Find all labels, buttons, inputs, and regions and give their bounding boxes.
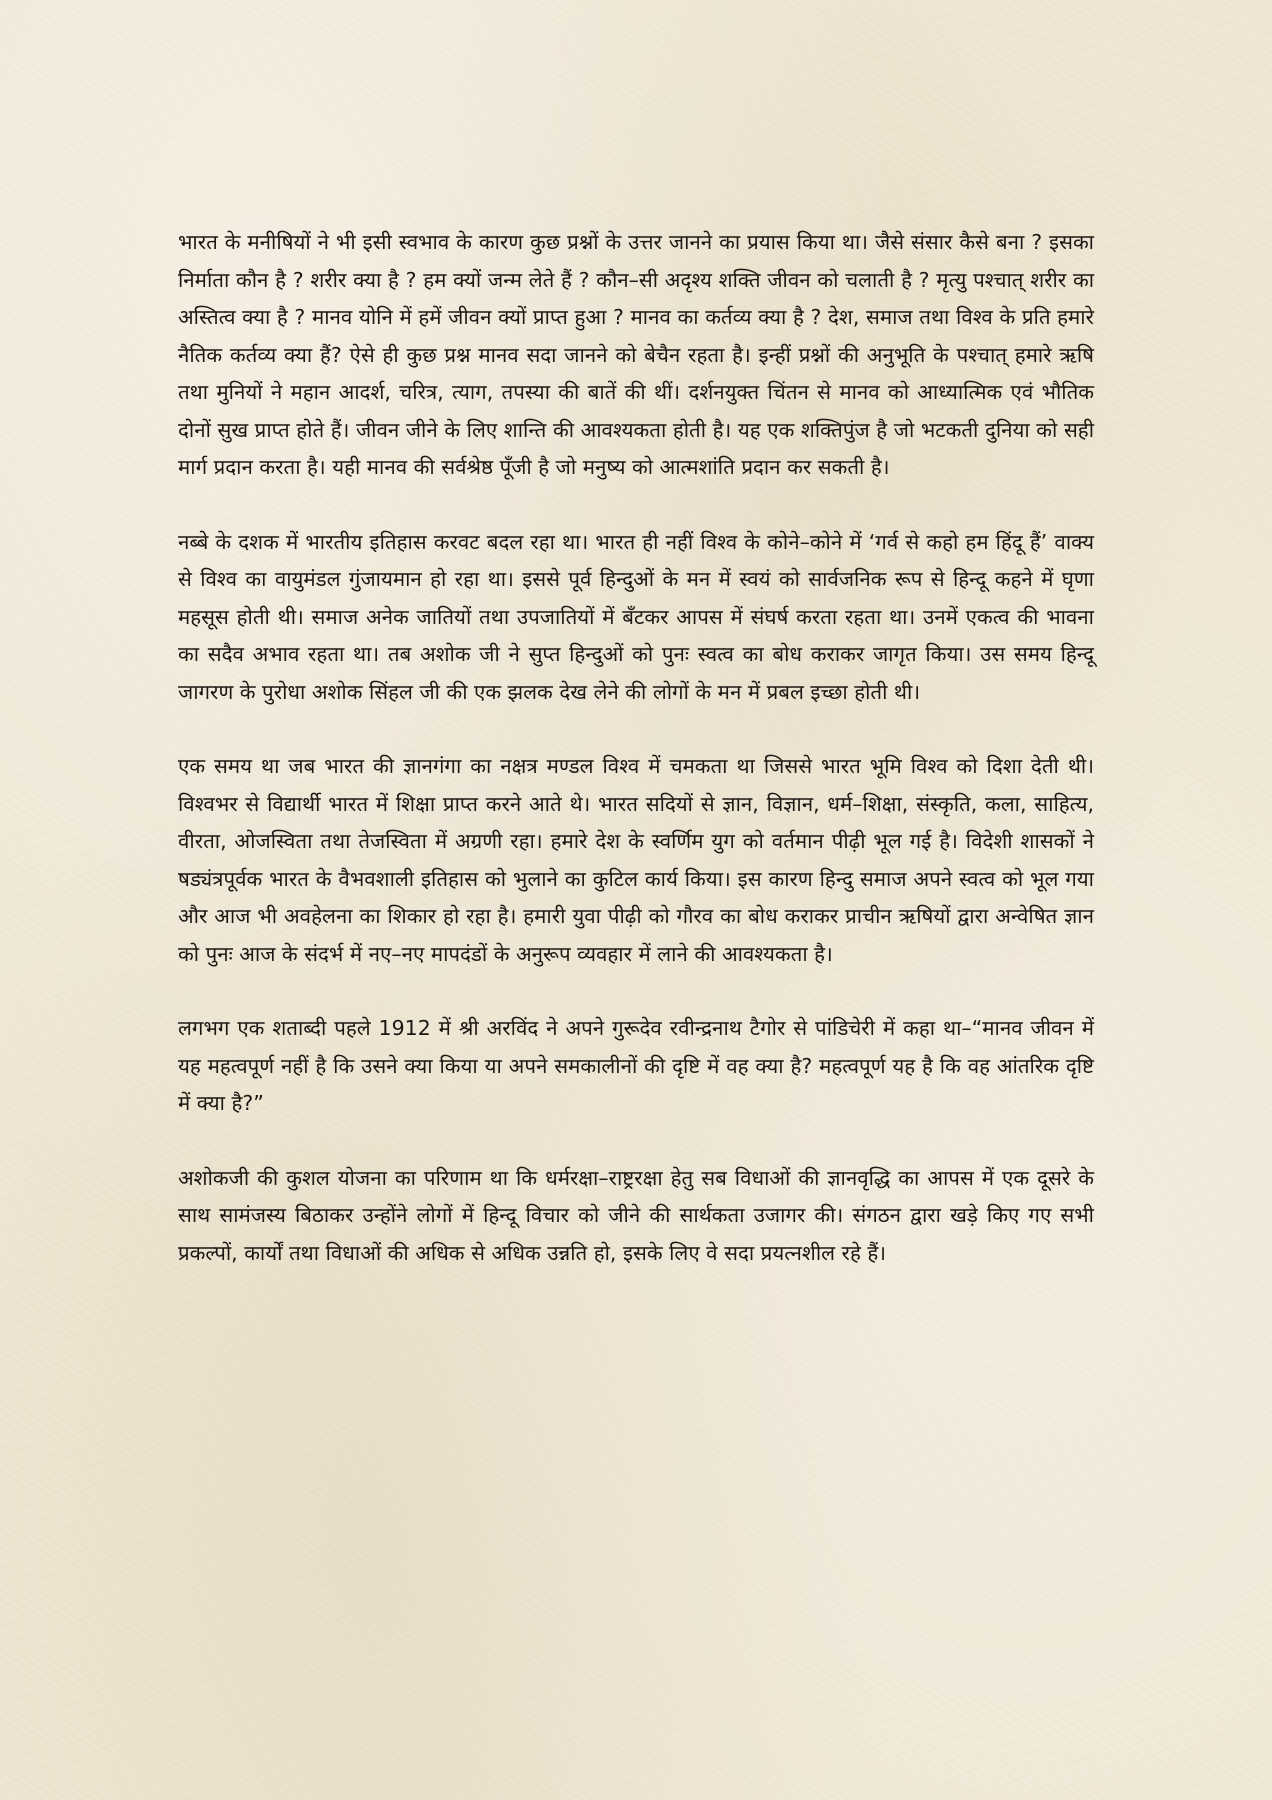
paragraph-sages-questions: भारत के मनीषियों ने भी इसी स्वभाव के कारण कुछ प्रश्नों के उत्तर जानने का प्रयास किया था। जैसे संसार कैसे बना ? इसका निर्माता कौन है ? शरीर क्या है ? हम क्यों जन्म लेते हैं ? कौन–सी अदृश्य शक्ति जीवन को चलाती है ? मृत्यु पश्चात् शरीर का अस्तित्व क्या है ? मानव योनि में हमें जीवन क्यों प्राप्त हुआ ? मानव का कर्तव्य क्या है ? देश, समाज तथा विश्व के प्रति हमारे नैतिक कर्तव्य क्या हैं? ऐसे ही कुछ प्रश्न मानव सदा जानने को बेचैन रहता है। इन्हीं प्रश्नों की अनुभूति के पश्चात् हमारे ऋषि तथा मुनियों ने महान आदर्श, चरित्र, त्याग, तपस्या की बातें की थीं। दर्शनयुक्त चिंतन से मानव को आध्यात्मिक एवं भौतिक दोनों सुख प्राप्त होते हैं। जीवन जीने के लिए शान्ति की आवश्यकता होती है। यह एक शक्तिपुंज है जो भटकती दुनिया को सही मार्ग प्रदान करता है। यही मानव की सर्वश्रेष्ठ पूँजी है जो मनुष्य को आत्मशांति प्रदान कर सकती है। [178,230,1094,479]
paragraph-nineties-awakening: नब्बे के दशक में भारतीय इतिहास करवट बदल रहा था। भारत ही नहीं विश्व के कोने–कोने में ‘गर्व से कहो हम हिंदू हैं’ वाक्य से विश्व का वायुमंडल गुंजायमान हो रहा था। इससे पूर्व हिन्दुओं के मन में स्वयं को सार्वजनिक रूप से हिन्दू कहने में घृणा महसूस होती थी। समाज अनेक जातियों तथा उपजातियों में बँटकर आपस में संघर्ष करता रहता था। उनमें एकत्व की भावना का सदैव अभाव रहता था। तब अशोक जी ने सुप्त हिन्दुओं को पुनः स्वत्व का बोध कराकर जागृत किया। उस समय हिन्दू जागरण के पुरोधा अशोक सिंहल जी की एक झलक देख लेने की लोगों के मन में प्रबल इच्छा होती थी। [178,529,1094,704]
paragraph-ashokji-planning: अशोकजी की कुशल योजना का परिणाम था कि धर्मरक्षा–राष्ट्ररक्षा हेतु सब विधाओं की ज्ञानवृद्धि का आपस में एक दूसरे के साथ सामंजस्य बिठाकर उन्होंने लोगों में हिन्दू विचार को जीने की सार्थकता उजागर की। संगठन द्वारा खड़े किए गए सभी प्रकल्पों, कार्यों तथा विधाओं की अधिक से अधिक उन्नति हो, इसके लिए वे सदा प्रयत्नशील रहे हैं। [178,1165,1094,1265]
paragraph-golden-age: एक समय था जब भारत की ज्ञानगंगा का नक्षत्र मण्डल विश्व में चमकता था जिससे भारत भूमि विश्व को दिशा देती थी। विश्वभर से विद्यार्थी भारत में शिक्षा प्राप्त करने आते थे। भारत सदियों से ज्ञान, विज्ञान, धर्म–शिक्षा, संस्कृति, कला, साहित्य, वीरता, ओजस्विता तथा तेजस्विता में अग्रणी रहा। हमारे देश के स्वर्णिम युग को वर्तमान पीढ़ी भूल गई है। विदेशी शासकों ने षड्यंत्रपूर्वक भारत के वैभवशाली इतिहास को भुलाने का कुटिल कार्य किया। इस कारण हिन्दु समाज अपने स्वत्व को भूल गया और आज भी अवहेलना का शिकार हो रहा है। हमारी युवा पीढ़ी को गौरव का बोध कराकर प्राचीन ऋषियों द्वारा अन्वेषित ज्ञान को पुनः आज के संदर्भ में नए–नए मापदंडों के अनुरूप व्यवहार में लाने की आवश्यकता है। [178,754,1094,966]
document-body [178,224,1094,1272]
paragraph-aurobindo-quote: लगभग एक शताब्दी पहले 1912 में श्री अरविंद ने अपने गुरूदेव रवीन्द्रनाथ टैगोर से पांडिचेरी में कहा था–“मानव जीवन में यह महत्वपूर्ण नहीं है कि उसने क्या किया या अपने समकालीनों की दृष्टि में वह क्या है? महत्वपूर्ण यह है कि वह आंतरिक दृष्टि में क्या है?” [178,1016,1094,1115]
